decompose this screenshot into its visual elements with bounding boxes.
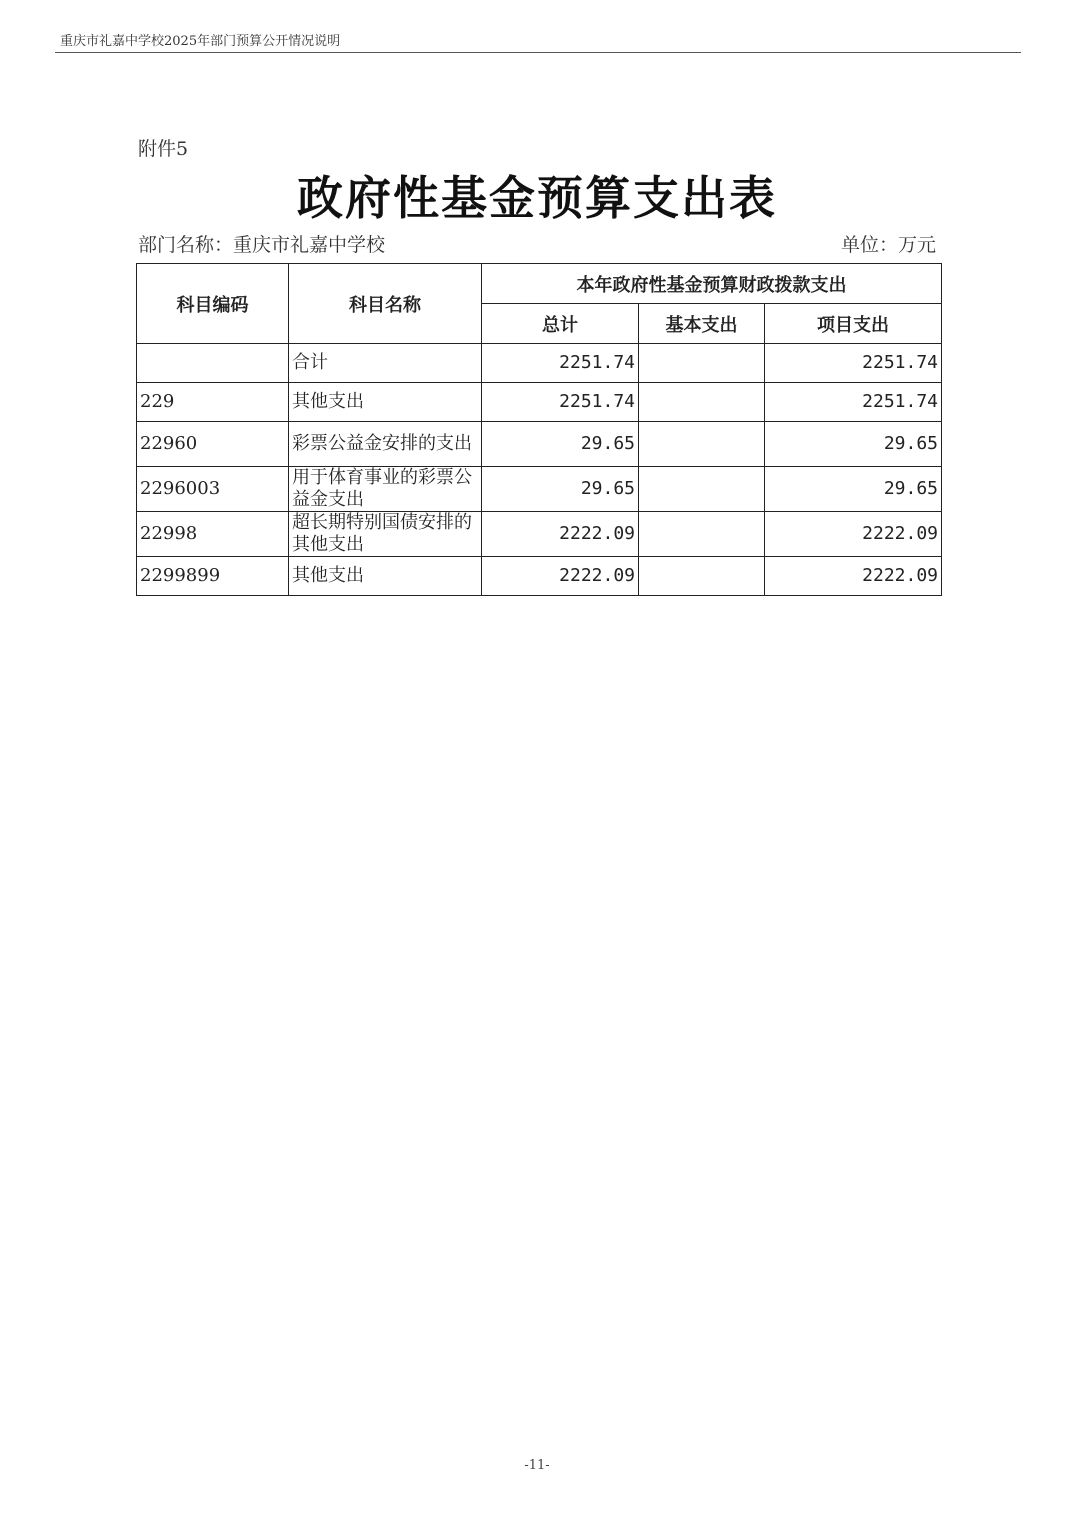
cell-total: 2251.74: [482, 383, 639, 422]
cell-project: 29.65: [765, 422, 942, 467]
budget-table: [136, 263, 942, 596]
cell-code: 22960: [137, 422, 289, 467]
attachment-label: 附件5: [138, 138, 189, 160]
unit-label: 单位：万元: [840, 234, 936, 256]
header-basic: 基本支出: [639, 304, 765, 344]
cell-project: 29.65: [765, 467, 942, 512]
cell-total: 29.65: [482, 422, 639, 467]
cell-code: 2296003: [137, 467, 289, 512]
cell-code: 22998: [137, 512, 289, 557]
header-name: 科目名称: [289, 264, 482, 344]
header-project: 项目支出: [765, 304, 942, 344]
cell-basic: [639, 383, 765, 422]
cell-total: 29.65: [482, 467, 639, 512]
cell-basic: [639, 467, 765, 512]
cell-total: 2222.09: [482, 557, 639, 596]
table-row: [137, 383, 942, 422]
running-header: 重庆市礼嘉中学校2025年部门预算公开情况说明: [60, 34, 341, 49]
cell-basic: [639, 512, 765, 557]
header-group: 本年政府性基金预算财政拨款支出: [482, 264, 942, 304]
header-rule: [55, 52, 1021, 53]
page-number: -11-: [524, 1458, 550, 1473]
cell-total: 2222.09: [482, 512, 639, 557]
cell-name: 彩票公益金安排的支出: [289, 422, 482, 467]
table-row: [137, 422, 942, 467]
header-total: 总计: [482, 304, 639, 344]
cell-project: 2251.74: [765, 383, 942, 422]
cell-code: 229: [137, 383, 289, 422]
table-row: [137, 467, 942, 512]
table-row: [137, 557, 942, 596]
cell-project: 2222.09: [765, 512, 942, 557]
cell-name: 用于体育事业的彩票公益金支出: [289, 467, 482, 512]
cell-total: 2251.74: [482, 344, 639, 383]
header-code: 科目编码: [137, 264, 289, 344]
cell-code: [137, 344, 289, 383]
cell-name: 超长期特别国债安排的其他支出: [289, 512, 482, 557]
page-title: 政府性基金预算支出表: [297, 171, 777, 225]
cell-basic: [639, 422, 765, 467]
cell-name: 其他支出: [289, 557, 482, 596]
cell-basic: [639, 557, 765, 596]
cell-basic: [639, 344, 765, 383]
cell-project: 2251.74: [765, 344, 942, 383]
table-row: [137, 512, 942, 557]
cell-code: 2299899: [137, 557, 289, 596]
cell-name: 其他支出: [289, 383, 482, 422]
cell-project: 2222.09: [765, 557, 942, 596]
cell-name: 合计: [289, 344, 482, 383]
department-name: 部门名称：重庆市礼嘉中学校: [138, 234, 386, 256]
table-row: [137, 344, 942, 383]
